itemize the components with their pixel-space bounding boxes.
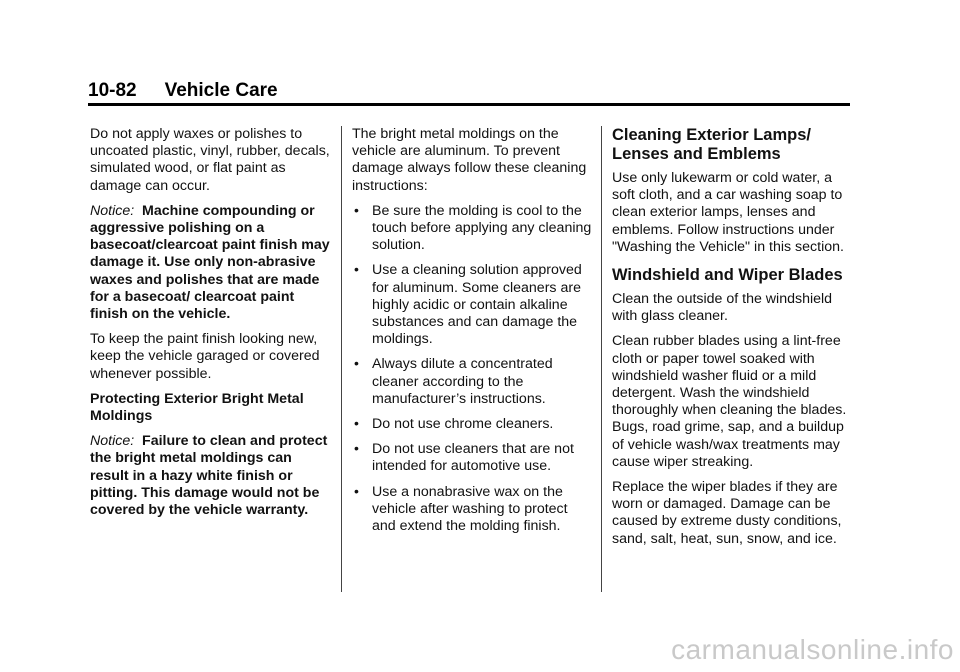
list-item-text: Do not use cleaners that are not intended for automotive use.	[372, 441, 574, 475]
paragraph: The bright metal moldings on the vehicle are aluminum. To prevent damage always follow these cleaning instructions:	[352, 126, 587, 194]
bullet-icon: •	[354, 201, 359, 218]
bullet-icon: •	[354, 261, 359, 278]
list-item-text: Always dilute a concentrated cleaner according to the manufacturer’s instructions.	[372, 356, 553, 407]
paragraph: To keep the paint finish looking new, keep the vehicle garaged or covered whenever possible.	[90, 331, 320, 382]
paragraph: Replace the wiper blades if they are worn or damaged. Damage can be caused by extreme dusty conditions, sand, salt, heat, sun, snow, and ice.	[612, 479, 842, 547]
paragraph: Clean rubber blades using a lint-free cloth or paper towel soaked with windshield washer fluid or a mild detergent. Wash the windshield thoroughly when cleaning the blades. Bugs, road grime, sap, and a buildup of vehicle wash/wax treatments may cause wiper streaking.	[612, 333, 847, 470]
list-item-text: Use a nonabrasive wax on the vehicle after washing to protect and extend the molding finish.	[372, 483, 568, 535]
paragraph: Clean the outside of the windshield with glass cleaner.	[612, 291, 833, 325]
paragraph: Do not apply waxes or polishes to uncoated plastic, vinyl, rubber, decals, simulated wood, or flat paint as damage can occur.	[90, 126, 330, 194]
bullet-list	[352, 203, 592, 535]
paragraph: Use only lukewarm or cold water, a soft cloth, and a car washing soap to clean exterior lamps, lenses and emblems. Follow instructions under "Washing the Vehicle" in this section.	[612, 170, 844, 255]
list-item-text: Use a cleaning solution approved for aluminum. Some cleaners are highly acidic or contain alkaline substances and can damage the moldings.	[372, 262, 582, 348]
list-item	[352, 356, 592, 408]
notice	[90, 433, 332, 519]
section-heading: Cleaning Exterior Lamps/ Lenses and Emblems	[612, 126, 811, 163]
column-divider	[341, 126, 342, 592]
column-2	[352, 126, 592, 543]
page-header	[88, 80, 278, 102]
column-divider	[601, 126, 602, 592]
column-3	[612, 126, 854, 556]
list-item	[352, 262, 592, 348]
column-1	[90, 126, 332, 527]
notice-text: Failure to clean and protect the bright metal moldings can result in a hazy white finish or pitting. This damage would not be covered by the vehicle warranty.	[90, 433, 328, 519]
notice-text: Machine compounding or aggressive polishing on a basecoat/clearcoat paint finish may damage it. Use only non-abrasive waxes and polishes that are made for a basecoat/ clearcoat paint finish on the vehicle.	[90, 202, 330, 323]
list-item-text: Be sure the molding is cool to the touch before applying any cleaning solution.	[372, 202, 592, 254]
notice-label: Notice:	[90, 433, 135, 450]
header-rule	[88, 103, 850, 106]
bullet-icon: •	[354, 415, 359, 432]
section-title: Vehicle Care	[164, 80, 278, 101]
bullet-icon: •	[354, 440, 359, 457]
section-heading: Windshield and Wiper Blades	[612, 266, 843, 285]
list-item	[352, 416, 592, 433]
list-item	[352, 484, 592, 536]
bullet-icon: •	[354, 482, 359, 499]
bullet-icon: •	[354, 355, 359, 372]
notice	[90, 203, 332, 323]
list-item	[352, 441, 592, 475]
notice-label: Notice:	[90, 202, 135, 219]
page-number: 10-82	[88, 80, 137, 101]
list-item-text: Do not use chrome cleaners.	[372, 416, 554, 433]
subheading: Protecting Exterior Bright Metal Moldings	[90, 390, 304, 425]
watermark-text: carmanualsonline.info	[671, 634, 954, 665]
list-item	[352, 203, 592, 255]
